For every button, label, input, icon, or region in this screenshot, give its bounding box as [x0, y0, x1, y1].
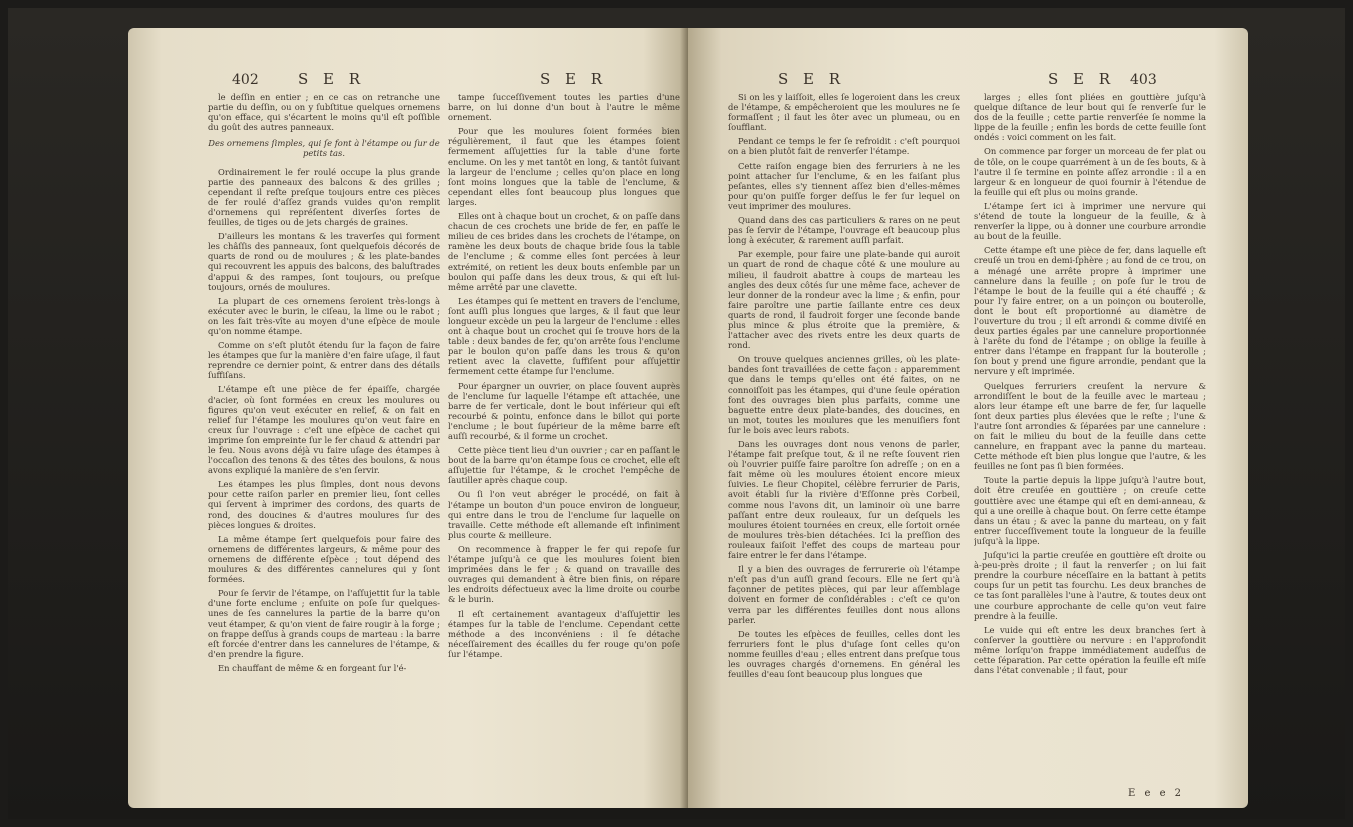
paragraph: Juſqu'ici la partie creuſée en gouttière eſt droite ou à-peu-près droite ; il faut la renverſer ; on lui fait prendre la courbure néceſſaire en la battant à petits coups ſur un petit tas fourchu. Les deux branches de ce tas ſont parallèles l'une à l'autre, & toutes deux ont une courbure approchante de celle qu'on veut faire prendre à la feuille.	[974, 550, 1206, 621]
paragraph: En chauffant de même & en forgeant ſur l'é-	[218, 662, 407, 673]
paragraph: La même étampe ſert quelquefois pour faire des ornemens de différentes largeurs, & même pour des ornemens de différente eſpèce ; tout dépend des moulures & des différentes cannelures qui y ſont formées.	[208, 533, 440, 585]
paragraph: Des ornemens ſimples, qui ſe font à l'étampe ou ſur de petits tas.	[208, 138, 440, 159]
paragraph: Il y a bien des ouvrages de ferrurerie où l'étampe n'eſt pas d'un auſſi grand ſecours. Elle ne ſert qu'à façonner de petites pièces, qui par leur aſſemblage doivent en former de conſidérables : c'eſt ce qu'on verra par les différentes feuilles dont nous allons parler.	[728, 564, 960, 625]
paragraph: Cette raiſon engage bien des ferruriers à ne les point attacher ſur l'enclume, & en les faiſant plus peſantes, elles s'y tiennent aſſez bien d'elles-mêmes pour qu'on puiſſe forger deſſus le fer ſur lequel on veut imprimer des moulures.	[728, 160, 960, 211]
left-page-column-2	[448, 92, 680, 792]
paragraph: On recommence à frapper le fer qui repoſe ſur l'étampe juſqu'à ce que les moulures ſoient bien imprimées dans le fer ; & quand on travaille des ouvrages qui demandent à être bien finis, on répare les endroits défectueux avec la lime droite ou courbe & le burin.	[448, 543, 680, 605]
paragraph: Le vuide qui eſt entre les deux branches ſert à conſerver la gouttière ou nervure : en l'approfondit même lorſqu'on frappe immédiatement audeſſus de cette ſéparation. Par cette opération la feuille eſt miſe dans l'état convenable ; il faut, pour	[974, 624, 1206, 676]
paragraph: Si on les y laiſſoit, elles ſe logeroient dans les creux de l'étampe, & empêcheroient que les moulures ne ſe formaſſent ; il faut les ôter avec un plumeau, ou en ſoufflant.	[728, 92, 960, 133]
paragraph: Cette pièce tient lieu d'un ouvrier ; car en paſſant le bout de la barre qu'on étampe ſous ce crochet, elle eſt aſſujettie ſur l'étampe, & le crochet l'empêche de ſautiller après chaque coup.	[448, 445, 680, 486]
running-head-right-col1: S E R	[778, 70, 846, 88]
paragraph: L'étampe ſert ici à imprimer une nervure qui s'étend de toute la longueur de la feuille, & à renverſer la lippe, ou à donner une courbure arrondie au bout de la feuille.	[974, 200, 1206, 242]
paragraph: On commence par forger un morceau de fer plat ou de tôle, on le coupe quarrément à un de ſes bouts, & à l'autre il ſe termine en pointe aſſez arrondie : il a en largeur & en longueur de quoi fournir à l'étendue de la feuille qui eſt plus ou moins grande.	[974, 146, 1206, 197]
paragraph: Comme on s'eſt plutôt étendu ſur la façon de faire les étampes que ſur la manière d'en faire uſage, il faut reprendre ce dernier point, & entrer dans des détails ſuffiſans.	[208, 340, 440, 381]
paragraph: le deſſin en entier ; en ce cas on retranche une partie du deſſin, ou on y ſubſtitue quelques ornemens qu'on efface, qui s'écartent le moins qu'il eſt poſſible du goût des autres panneaux.	[208, 92, 440, 133]
right-page-column-2	[974, 92, 1206, 792]
open-book	[8, 8, 1345, 819]
signature-mark: E e e 2	[1128, 788, 1185, 799]
left-page-column-1	[208, 92, 440, 792]
paragraph: Elles ont à chaque bout un crochet, & on paſſe dans chacun de ces crochets une bride de fer, en paſſe le milieu de ces brides dans les crochets de l'étampe, on ramène les deux bouts de chaque bride ſous la table de l'enclume ; & comme elles ſont percées à leur extrémité, on retient les deux bouts enſemble par un boulon qui paſſe dans les deux trous, & qui eſt lui-même arrêté par une clavette.	[448, 211, 680, 292]
paragraph: L'étampe eſt une pièce de fer épaiſſe, chargée d'acier, où ſont formées en creux les moulures ou figures qu'on veut exécuter en relief, & on fait en relief ſur l'étampe les moulures qu'on veut faire en creux ſur l'ouvrage : c'eſt une eſpèce de cachet qui imprime ſon empreinte ſur le fer chaud & attendri par le feu. Nous avons déjà vu faire uſage des étampes à l'occaſion des tenons & des têtes des boulons, & nous avons expliqué la manière de s'en ſervir.	[208, 384, 440, 476]
right-page	[688, 28, 1248, 808]
left-page	[128, 28, 688, 808]
running-head-right-col2: S E R	[1048, 70, 1116, 88]
paragraph: Pour épargner un ouvrier, on place ſouvent auprès de l'enclume ſur laquelle l'étampe eſt attachée, une barre de fer verticale, dont le bout inférieur qui eſt recourbé & pointu, enfonce dans le billot qui porte l'enclume ; le bout ſupérieur de la même barre eſt auſſi recourbé, & il forme un crochet.	[448, 380, 680, 441]
paragraph: On trouve quelques anciennes grilles, où les plate-bandes ſont travaillées de cette façon : apparemment que dans le temps qu'elles ont été faites, on ne connoiſſoit pas les étampes, qui d'une ſeule opération font des ouvrages bien plus parfaits, comme une baguette entre deux plate-bandes, des doucines, en un mot, toutes les moulures que les menuiſiers font ſur le bois avec leurs rabots.	[728, 354, 960, 435]
paragraph: tampe ſucceſſivement toutes les parties d'une barre, on lui donne d'un bout à l'autre le même ornement.	[448, 92, 680, 123]
paragraph: Il eſt certainement avantageux d'aſſujettir les étampes ſur la table de l'enclume. Cependant cette méthode a des inconvéniens : il ſe détache néceſſairement des écailles du fer rouge qu'on poſe ſur l'étampe.	[448, 608, 680, 659]
paragraph: Par exemple, pour faire une plate-bande qui auroit un quart de rond de chaque côté & une moulure au milieu, il faudroit abattre à coups de marteau les angles des deux côtés ſur une même face, achever de leur donner de la rondeur avec la lime ; & enfin, pour faire paroître une partie ſaillante entre ces deux quarts de rond, il faudroit forger une ſeconde bande plus mince & plus étroite que la première, & l'attacher avec des rivets entre les deux quarts de rond.	[728, 249, 960, 351]
paragraph: Quand dans des cas particuliers & rares on ne peut pas ſe ſervir de l'étampe, l'ouvrage eſt beaucoup plus long à exécuter, & rarement auſſi parfait.	[728, 215, 960, 246]
paragraph: Dans les ouvrages dont nous venons de parler, l'étampe fait preſque tout, & il ne reſte ſouvent rien où l'ouvrier puiſſe faire paroître ſon adreſſe ; on en a fait même où les moulures étoient encore mieux ſuivies. Le ſieur Chopitel, célèbre ferrurier de Paris, avoit établi ſur la rivière d'Eſſonne près Corbeil, comme nous l'avons dit, un laminoir où une barre paſſant entre deux rouleaux, ſur un deſquels les moulures étoient tournées en creux, elle ſortoit ornée de moulures très-bien détachées. Ici la preſſion des rouleaux faiſoit l'effet des coups de marteau pour faire entrer le fer dans l'étampe.	[728, 439, 960, 561]
paragraph: Quelques ferruriers creuſent la nervure & arrondiſſent le bout de la feuille avec le marteau ; alors leur étampe eſt une barre de fer, ſur laquelle ſont deux parties plus élevées que le reſte ; l'une & l'autre ſont arrondies & ſéparées par une cannelure : on fait le milieu du bout de la feuille dans cette cannelure, en frappant avec la panne du marteau. Cette méthode eſt bien plus longue que l'autre, & les feuilles ne ſont pas ſi bien formées.	[974, 380, 1206, 472]
paragraph: De toutes les eſpèces de feuilles, celles dont les ferruriers font le plus d'uſage ſont celles qu'on nomme feuilles d'eau ; elles entrent dans preſque tous les ouvrages chargés d'ornemens. En général les feuilles d'eau ſont beaucoup plus longues que	[728, 628, 960, 680]
page-number-right: 403	[1130, 72, 1157, 88]
paragraph: La plupart de ces ornemens ſeroient très-longs à exécuter avec le burin, le ciſeau, la lime ou le rabot ; on les fait très-vîte au moyen d'une eſpèce de moule qu'on nomme étampe.	[208, 295, 440, 336]
page-number-left: 402	[232, 72, 259, 88]
paragraph: larges ; elles ſont pliées en gouttière juſqu'à quelque diſtance de leur bout qui ſe renverſe ſur le dos de la feuille ; cette partie renverſée ſe nomme la lippe de la feuille ; enfin les bords de cette feuille ſont ondés : voici comment on les fait.	[974, 92, 1206, 143]
paragraph: Les étampes les plus ſimples, dont nous devons pour cette raiſon parler en premier lieu, ſont celles qui ſervent à imprimer des cordons, des quarts de rond, des doucines & d'autres moulures ſur des pièces longues & droites.	[208, 479, 440, 530]
paragraph: D'ailleurs les montans & les traverſes qui forment les châſſis des panneaux, ſont quelquefois décorés de quarts de rond ou de moulures ; & les plate-bandes qui recouvrent les appuis des balcons, des baluſtrades d'appui & des rampes, ſont toujours, ou preſque toujours, ornés de moulures.	[208, 231, 440, 292]
running-head-left-col1: S E R	[298, 70, 366, 88]
paragraph: Ordinairement le fer roulé occupe la plus grande partie des panneaux des balcons & des grilles ; cependant il reſte preſque toujours entre ces pièces de fer roulé d'aſſez grands vuides qu'on remplit d'ornemens qui repréſentent diverſes ſortes de feuilles, de tiges ou de jets chargés de graines.	[208, 166, 440, 228]
paragraph: Pour que les moulures ſoient formées bien régulièrement, il faut que les étampes ſoient fermement aſſujetties ſur la table d'une forte enclume. On les y met tantôt en long, & tantôt ſuivant la largeur de l'enclume ; celles qu'on place en long ſont moins longues que la table de l'enclume, & cependant elles ſont beaucoup plus longues que larges.	[448, 126, 680, 207]
paragraph: Pour ſe ſervir de l'étampe, on l'aſſujettit ſur la table d'une forte enclume ; enſuite on poſe ſur quelques-unes de ſes cannelures la partie de la barre qu'on veut étamper, & qu'on vient de faire rougir à la forge ; on frappe deſſus à grands coups de marteau : la barre eſt forcée d'entrer dans les cannelures de l'étampe, & d'en prendre la figure.	[208, 588, 440, 659]
paragraph: Cette étampe eſt une pièce de fer, dans laquelle eſt creuſé un trou en demi-ſphère ; au fond de ce trou, on a ménagé une arrête propre à imprimer une cannelure dans la feuille ; on poſe ſur le trou de l'étampe le bout de la feuille qui a été chauffé ; & pour l'y faire entrer, on a un poinçon ou bouterolle, dont le bout eſt proportionné au diamètre de l'ouverture du trou ; il eſt arrondi & comme diviſé en deux parties égales par une cannelure proportionnée à l'arête du fond de l'étampe ; on oblige la feuille à entrer dans l'étampe en frappant ſur la bouterolle ; ſon bout y prend une figure arrondie, pendant que la nervure y eſt imprimée.	[974, 245, 1206, 377]
paragraph: Toute la partie depuis la lippe juſqu'à l'autre bout, doit être creuſée en gouttière ; on creuſe cette gouttière avec une étampe qui eſt en demi-anneau, & qui a une oreille à chaque bout. On ſerre cette étampe dans un étau ; & avec la panne du marteau, on y fait entrer ſucceſſivement toute la longueur de la feuille juſqu'à la lippe.	[974, 475, 1206, 546]
right-page-column-1	[728, 92, 960, 792]
paragraph: Les étampes qui ſe mettent en travers de l'enclume, ſont auſſi plus longues que larges, & il faut que leur longueur excède un peu la largeur de l'enclume : elles ont à chaque bout un crochet qui ſe trouve hors de la table : deux bandes de fer, qu'on arrête ſous l'enclume par le boulon qu'on paſſe dans les trous & qu'on retient avec la clavette, ſuffiſent pour aſſujettir fermement cette étampe ſur l'enclume.	[448, 295, 680, 377]
running-head-left-col2: S E R	[540, 70, 608, 88]
paragraph: Ou ſi l'on veut abréger le procédé, on fait à l'étampe un bouton d'un pouce environ de longueur, qui entre dans le trou de l'enclume ſur laquelle on travaille. Cette méthode eſt allemande eſt infiniment plus courte & meilleure.	[448, 489, 680, 540]
paragraph: Pendant ce temps le fer ſe refroidit : c'eſt pourquoi on a bien plutôt fait de renverſer l'étampe.	[728, 136, 960, 157]
